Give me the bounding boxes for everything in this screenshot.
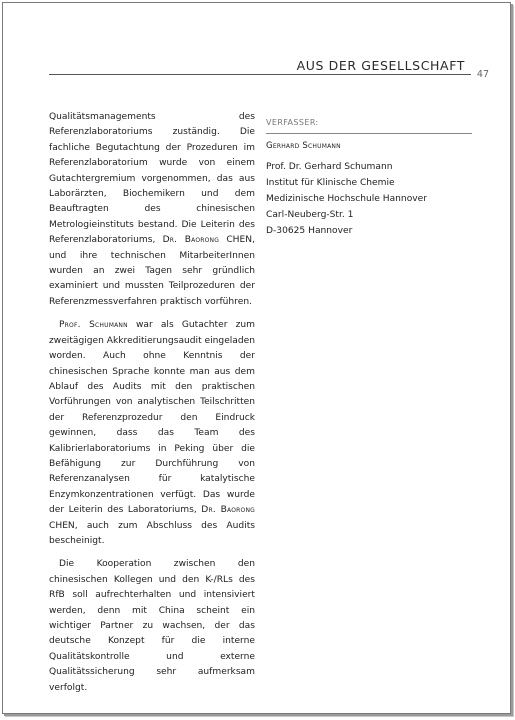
header-rule bbox=[49, 74, 471, 75]
author-address bbox=[266, 159, 472, 239]
paragraph-2 bbox=[49, 318, 255, 549]
paragraph-1-text: Qualitätsmanagements des Referenzlaboratoriums zuständig. Die fachliche Begutachtung der Prozeduren im Referenzlaboratorium wurde von einem Gutachtergremium vorgenommen, das aus Laborärzten, Biochemikern und dem Beauftragten des chinesischen Metrologieinstituts bestand. Die Leiterin des Referenzlaboratoriums, bbox=[49, 112, 255, 246]
person-name: Dr. Baorong bbox=[201, 505, 255, 516]
article-body bbox=[49, 110, 255, 704]
paragraph-1-end: , und ihre technischen MitarbeiterInnen wurden an zwei Tagen sehr gründlich examiniert und mussten Teilprozeduren der Referenzmessverfahren praktisch vorführen. bbox=[49, 235, 255, 307]
section-title: AUS DER GESELLSCHAFT bbox=[296, 58, 465, 73]
address-line: Medizinische Hochschule Hannover bbox=[266, 194, 427, 204]
address-line: Prof. Dr. Gerhard Schumann bbox=[266, 162, 393, 172]
author-name: Gerhard Schumann bbox=[266, 141, 341, 151]
paragraph-1 bbox=[49, 110, 255, 310]
paragraph-3: Die Kooperation zwischen den chinesischen Kollegen und den K-/RLs des RfB soll aufrechterhalten und intensiviert werden, denn mit China scheint ein wichtiger Partner zu wachsen, der das deutsche Konzept für die interne Qualitätskontrolle und externe Qualitätssicherung sehr aufmerksam verfolgt. bbox=[49, 559, 255, 693]
document-page bbox=[2, 2, 511, 714]
address-line: D-30625 Hannover bbox=[266, 226, 353, 236]
author-heading: VERFASSER: bbox=[266, 118, 472, 134]
person-name: Dr. Baorong bbox=[162, 235, 220, 246]
person-name: Prof. Schumann bbox=[59, 320, 128, 331]
address-line: Institut für Klinische Chemie bbox=[266, 178, 395, 188]
address-line: Carl-Neuberg-Str. 1 bbox=[266, 210, 354, 220]
page-number: 47 bbox=[476, 69, 489, 80]
author-box bbox=[266, 118, 472, 239]
person-surname: CHEN bbox=[49, 520, 75, 531]
paragraph-2-end: , auch zum Abschluss des Audits bescheinigt. bbox=[49, 520, 255, 546]
paragraph-2-text: war als Gutachter zum zweitägigen Akkreditierungsaudit eingeladen worden. Auch ohne Kenntnis der chinesischen Sprache konnte man aus dem Ablauf des Audits mit den praktischen Vorführungen von analytischen Teilschritten der Referenzprozedur den Eindruck gewinnen, dass das Team des Kalibrierlaboratoriums in Peking über die Befähigung zur Durchführung von Referenzanalysen für katalytische Enzymkonzentrationen verfügt. Das wurde der Leiterin des Laboratoriums, bbox=[49, 320, 256, 516]
person-surname: CHEN bbox=[219, 235, 253, 246]
